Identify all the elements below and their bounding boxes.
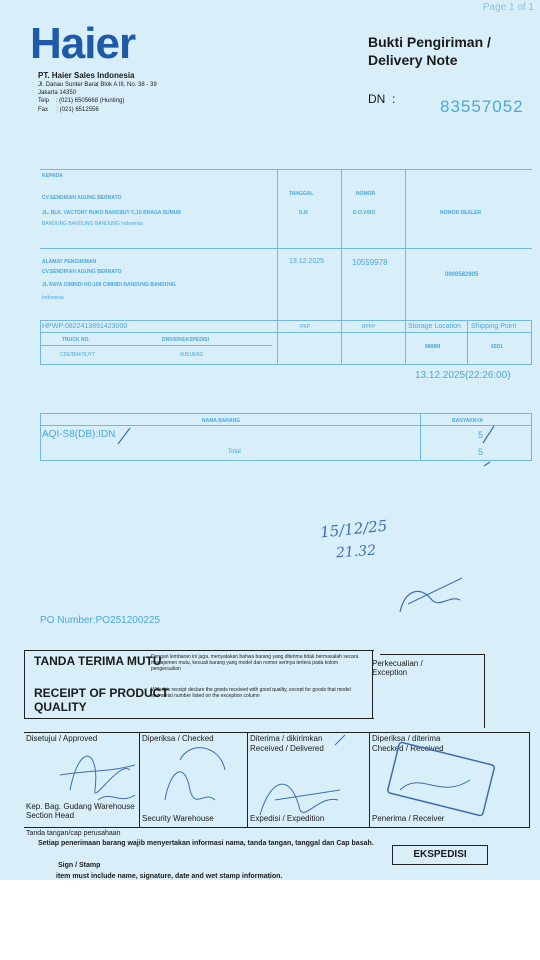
sig-checked-footer: Security Warehouse (142, 814, 214, 823)
print-timestamp: 13.12.2025(22:26:00) (415, 370, 511, 381)
delivery-name: CV.SENDIRAN AGUNG BERNATO (42, 269, 122, 275)
truck-value: CDE/B9476JYT (60, 352, 96, 358)
bpkp-label: BPKP (362, 324, 376, 330)
delivery-label: ALAMAT PENGIRIMAN (42, 259, 97, 265)
sig-delivered-footer: Expedisi / Expedition (250, 814, 325, 823)
handwritten-date: 15/12/25 (319, 516, 389, 542)
dn-label: DN : (368, 92, 396, 106)
total-qty: 5 (478, 447, 484, 457)
sig-received-title: Diperiksa / diterima Checked / Received (372, 734, 444, 753)
truck-label: TRUCK NO. (62, 337, 90, 343)
shipping-point-value: 65D1 (491, 344, 503, 350)
company-phone: Telp : (021) 6505668 (Hunting) (38, 98, 125, 104)
doc-title-line1: Bukti Pengiriman / (368, 34, 491, 50)
handwritten-time: 21.32 (335, 542, 377, 562)
doc-title-line2: Delivery Note (368, 52, 458, 68)
delivery-number: 10559978 (352, 258, 388, 267)
sig-delivered-title: Diterima / dikirimkan Received / Delivered (250, 734, 324, 753)
item-name-header: NAMA BARANG (202, 418, 241, 424)
storage-location-value: 8888M (425, 344, 441, 350)
nomor-sublabel: D.O.V/SO (353, 210, 376, 216)
sig-approved-footer: Kep. Bag. Gudang Warehouse Section Head (26, 802, 135, 820)
dealer-label: NOMOR DEALER (440, 210, 482, 216)
sig-checked-title: Diperiksa / Checked (142, 734, 214, 743)
recipient-address-1: JL. BLK. VACTORY RUKO BANCBUY C.15 BRAGA SUMUR (42, 210, 181, 216)
item-qty: 5 (478, 430, 484, 440)
po-number: PO Number:PO251200225 (40, 615, 161, 626)
company-fax: Fax : (021) 6512556 (38, 107, 99, 113)
qty-header: BANYAKNYA (452, 418, 484, 424)
receipt-title-id: TANDA TERIMA MUTU (34, 654, 162, 668)
footer-note-1: Tanda tangan/cap perusahaan (26, 830, 121, 837)
item-name: AQI-S8(DB):IDN (42, 429, 116, 440)
recipient-address-2: BANDUNG BANDUNG BANDUNG Indonesia (42, 221, 143, 227)
driver-label: DRIVER/EKSPEDISI (162, 337, 209, 343)
nomor-label: NOMOR (356, 191, 376, 197)
total-label: Total (228, 449, 241, 455)
date-label: TANGGAL (289, 191, 314, 197)
shipping-point-label: Shipping Point (471, 323, 517, 330)
recipient-name: CV.SENDIRAN AGUNG BERNATO (42, 195, 122, 201)
delivery-address-2: Indonesia (42, 295, 64, 301)
company-name: PT. Haier Sales Indonesia (38, 71, 135, 80)
storage-location-label: Storage Location (408, 323, 461, 330)
delivery-address-1: JL RAYA CIMINDI NO.158 CIMINDI BANDUNG BANDUNG (42, 282, 176, 288)
dealer-number: 0000582905 (445, 272, 479, 278)
haier-logo: Haier (30, 19, 136, 68)
npwp: HPWP:0822413891423000 (42, 323, 128, 330)
ekspedisi-box: EKSPEDISI (392, 845, 488, 865)
footer-note-2: Setiap penerimaan barang wajib menyertakan informasi nama, tanda tangan, tanggal dan Cap basah. (38, 840, 374, 847)
date-sublabel: D.N (299, 210, 308, 216)
footer-note-3: Sign / Stamp (58, 862, 101, 869)
sig-approved-title: Disetujui / Approved (26, 734, 98, 743)
driver-value: IKB/UEBS (180, 352, 204, 358)
company-address-2: Jakarta 14350 (38, 90, 77, 96)
receipt-title-en-1: RECEIPT OF PRODUCT (34, 686, 169, 700)
company-address-1: Jl. Danau Sunter Barat Blok A III, No. 38 - 39 (38, 82, 157, 88)
page-number: Page 1 of 1 (482, 2, 534, 13)
delivery-date: 13.12.2025 (289, 258, 325, 265)
receipt-title-en-2: QUALITY (34, 700, 87, 714)
dn-number: 83557052 (440, 97, 524, 116)
receipt-text-en: With this receipt declare the goods received with good quality, except for goods that model and serial number listed on the exception column (151, 687, 351, 699)
footer-note-4: item must include name, signature, date and wet stamp information. (56, 873, 283, 880)
exception-label: Perkecualian / Exception (372, 659, 423, 677)
pkp-label: PKP (300, 324, 311, 330)
receipt-text-id: Dengan lembaran ini juga, menyatakan bahwa barang yang diterima tidak bermasalah secara manajemen mutu, kecuali barang yang model dan nomor serinya tertera pada kolom pengecualian (151, 654, 359, 672)
sig-received-footer: Penerima / Receiver (372, 814, 445, 823)
recipient-label: KEPADA (42, 173, 63, 179)
